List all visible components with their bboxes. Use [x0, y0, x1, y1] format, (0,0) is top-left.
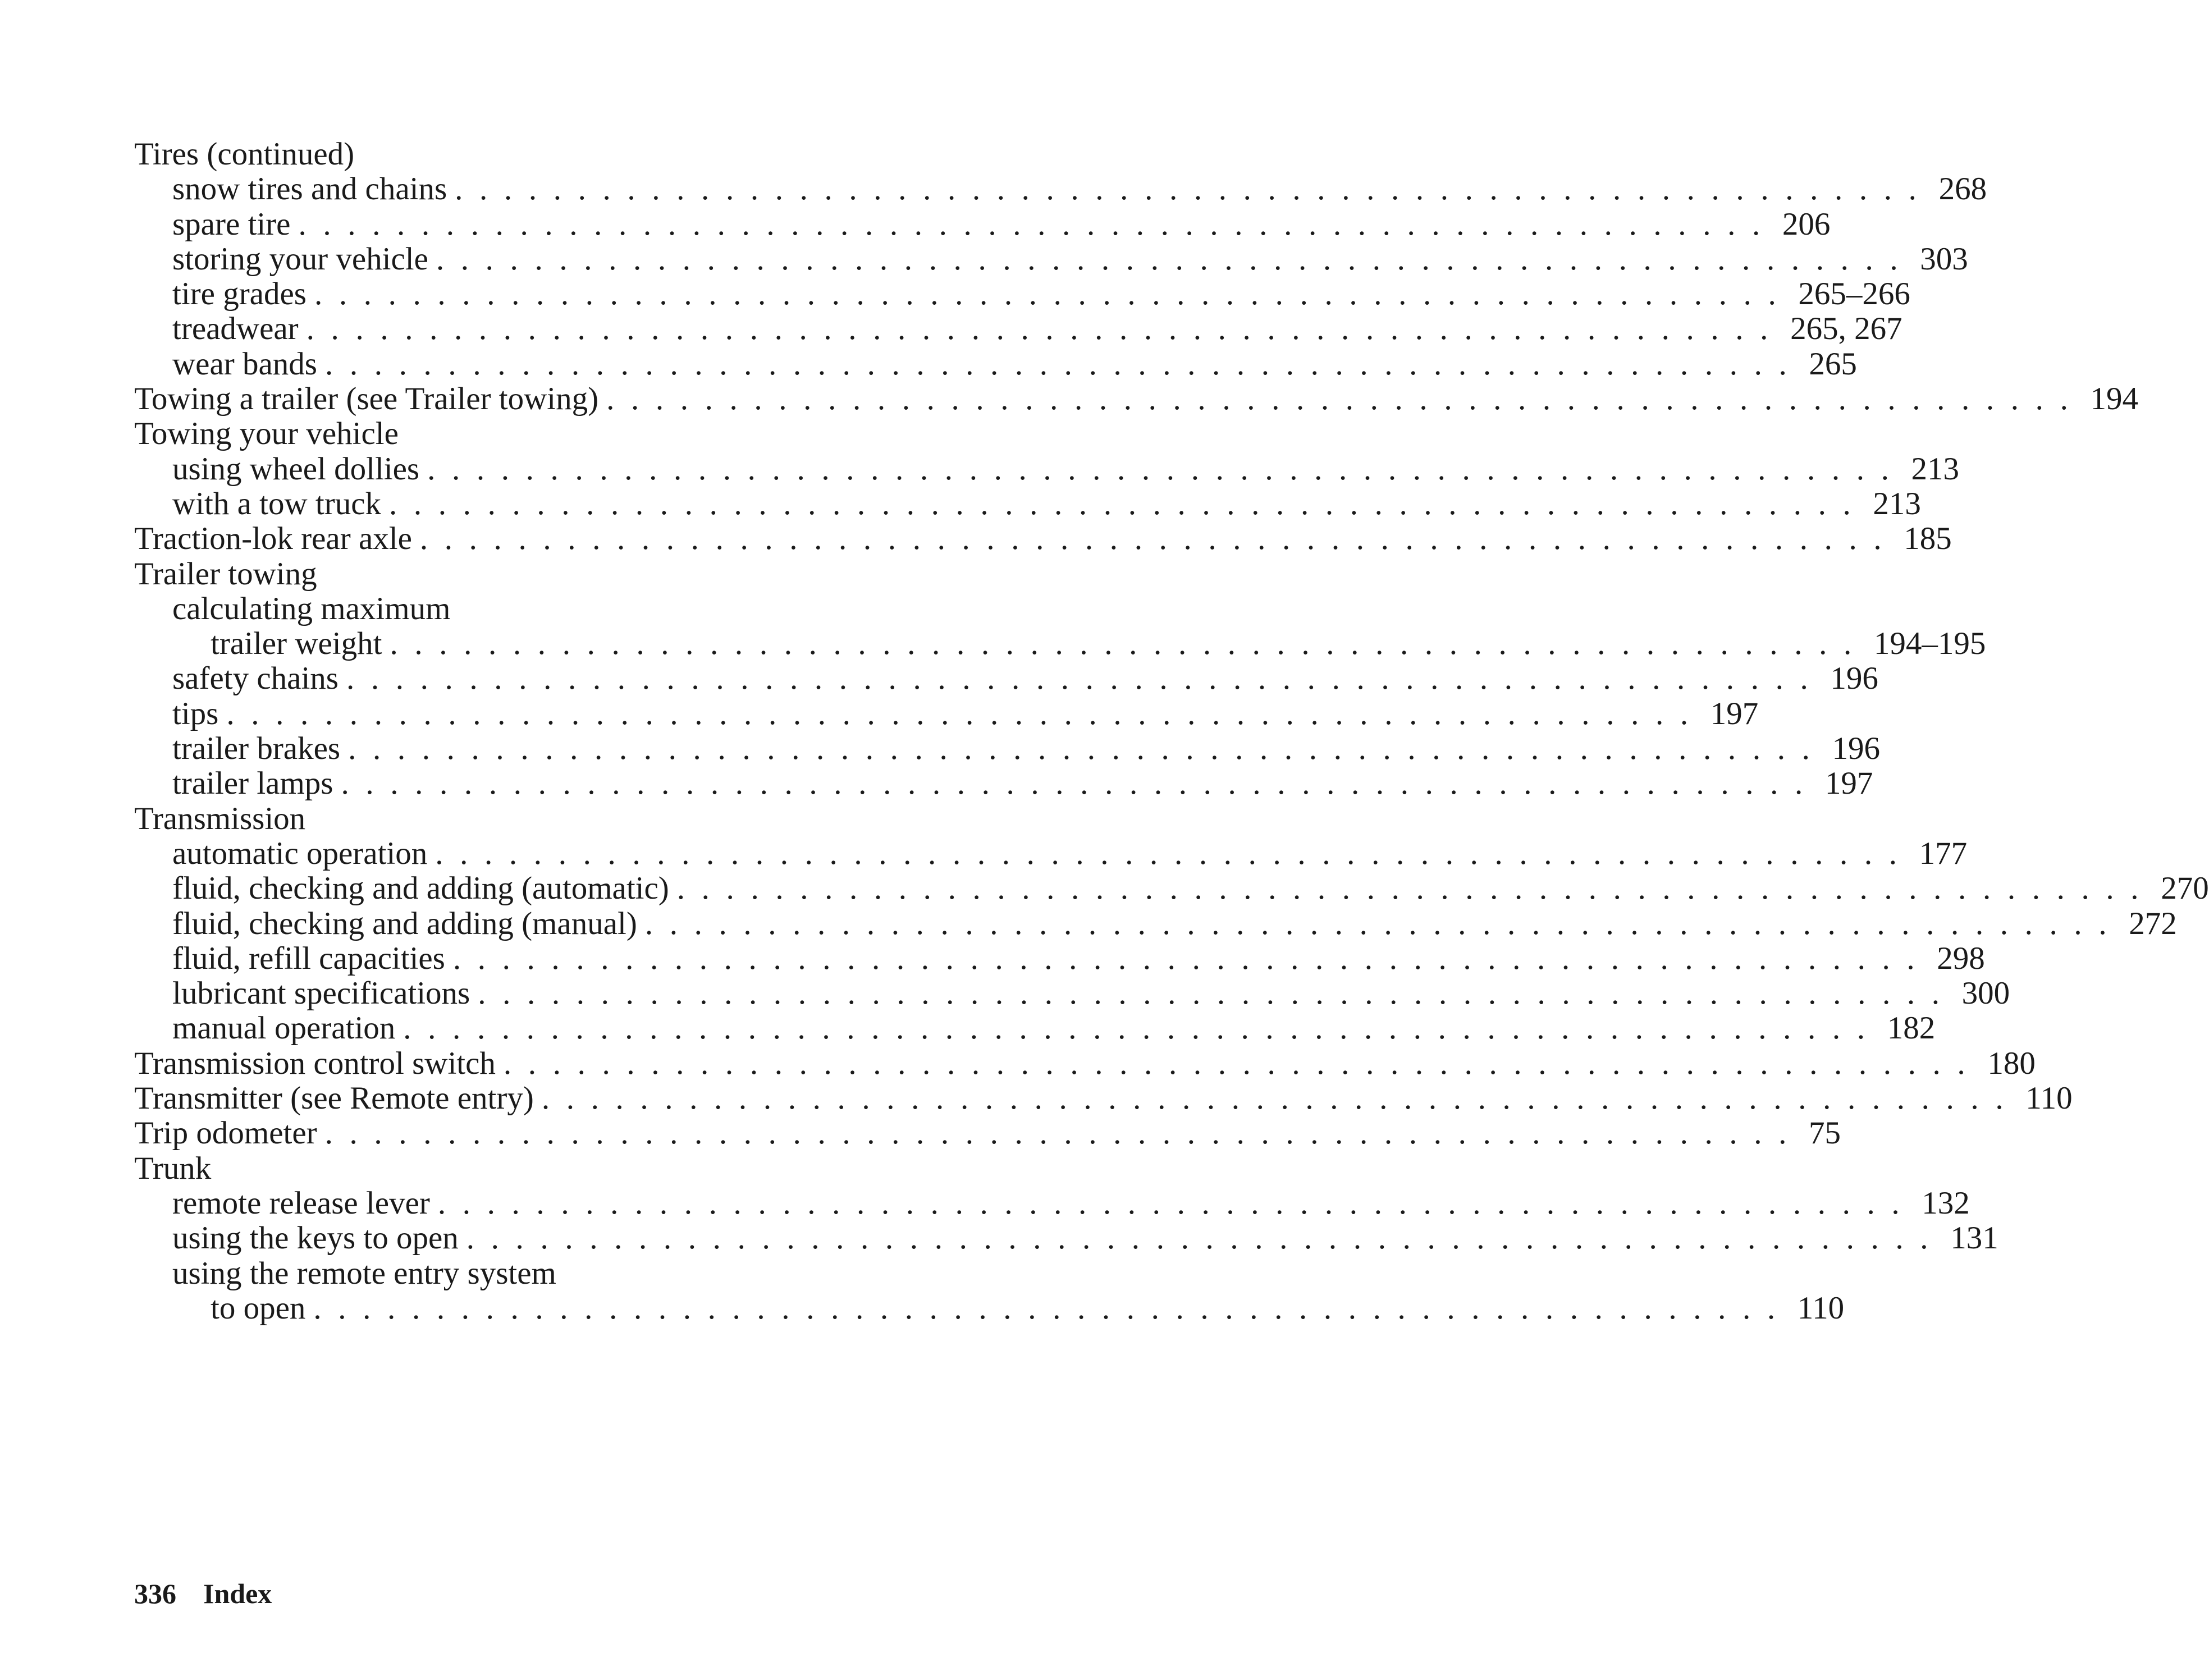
index-term: Towing your vehicle [134, 416, 399, 452]
index-term: trailer lamps [172, 766, 333, 802]
dot-leader: ............................................................ [298, 206, 1777, 242]
index-entry [134, 416, 856, 451]
index-page-ref: 206 [1782, 206, 1831, 242]
index-term: storing your vehicle [172, 241, 428, 277]
index-entry [134, 1151, 856, 1186]
index-term: to open [211, 1290, 306, 1326]
index-term: automatic operation [172, 835, 428, 871]
index-list [134, 136, 2209, 1326]
index-page-ref: 197 [1710, 695, 1759, 731]
index-entry [134, 1081, 2073, 1116]
dot-leader: ............................................................ [324, 346, 1804, 382]
dot-leader: ............................................................ [452, 940, 1932, 976]
index-entry [134, 311, 1902, 347]
dot-leader: ............................................................ [427, 451, 1906, 487]
index-page-ref: 110 [2025, 1081, 2073, 1116]
index-page-ref: 196 [1832, 731, 1880, 767]
index-entry [134, 905, 2177, 941]
index-term: Transmission [134, 800, 306, 836]
dot-leader: ............................................................ [314, 276, 1793, 312]
index-term: spare tire [172, 206, 291, 242]
index-page-ref: 300 [1961, 976, 2010, 1011]
index-entry [134, 241, 1968, 277]
index-term: wear bands [172, 346, 317, 382]
index-term: using wheel dollies [172, 451, 420, 487]
dot-leader: ............................................................ [324, 1115, 1804, 1151]
dot-leader: ............................................................ [306, 311, 1785, 347]
footer-page-number: 336 [134, 1578, 176, 1609]
index-term: with a tow truck [172, 486, 382, 521]
dot-leader: ............................................................ [466, 1220, 1945, 1256]
index-term: using the keys to open [172, 1220, 459, 1256]
index-entry [134, 835, 1968, 871]
index-page-ref: 213 [1911, 451, 1960, 487]
page-footer [134, 1577, 272, 1610]
index-entry [134, 557, 856, 592]
index-page-ref: 110 [1797, 1290, 1845, 1326]
index-entry [134, 695, 1759, 731]
index-term: trailer weight [211, 626, 382, 662]
index-term: safety chains [172, 661, 339, 697]
index-entry [134, 766, 1873, 802]
index-page-ref: 177 [1919, 835, 1968, 871]
index-entry [134, 521, 1952, 557]
index-term: fluid, checking and adding (manual) [172, 905, 637, 941]
dot-leader: ............................................................ [541, 1081, 2020, 1116]
dot-leader: ............................................................ [644, 905, 2124, 941]
dot-leader: ............................................................ [313, 1290, 1792, 1326]
dot-leader: ............................................................ [403, 1010, 1882, 1046]
index-page-ref: 272 [2129, 905, 2177, 941]
index-entry [134, 276, 1910, 312]
index-page-ref: 194 [2090, 381, 2138, 417]
index-term: lubricant specifications [172, 976, 470, 1011]
index-entry [134, 1115, 1841, 1151]
index-page-ref: 131 [1950, 1220, 1998, 1256]
index-page-ref: 213 [1873, 486, 1921, 521]
index-term: Trip odometer [134, 1115, 317, 1151]
index-page-ref: 194–195 [1873, 626, 1986, 662]
index-page-ref: 265 [1809, 346, 1857, 382]
index-term: Traction-lok rear axle [134, 521, 412, 557]
index-entry [134, 626, 1986, 662]
index-term: Towing a trailer (see Trailer towing) [134, 381, 599, 417]
index-entry [134, 206, 1831, 242]
index-entry [134, 1045, 2036, 1081]
index-term: using the remote entry system [172, 1255, 556, 1291]
index-page-ref: 132 [1922, 1185, 1970, 1221]
index-term: manual operation [172, 1010, 396, 1046]
index-term: Tires (continued) [134, 136, 355, 172]
dot-leader: ............................................................ [503, 1045, 1982, 1081]
dot-leader: ............................................................ [226, 695, 1705, 731]
index-page-ref: 196 [1830, 661, 1878, 697]
index-term: tire grades [172, 276, 307, 312]
index-term: trailer brakes [172, 731, 341, 767]
index-entry [134, 661, 1878, 697]
index-entry [134, 346, 1857, 382]
dot-leader: ............................................................ [341, 766, 1819, 802]
index-entry [134, 137, 856, 172]
dot-leader: ............................................................ [346, 661, 1825, 697]
dot-leader: ............................................................ [676, 871, 2156, 907]
index-entry [134, 486, 1921, 521]
index-entry [134, 731, 1880, 767]
index-term: fluid, refill capacities [172, 940, 445, 976]
index-entry [134, 976, 2010, 1011]
index-entry [134, 940, 1985, 976]
index-page-ref: 265, 267 [1790, 311, 1902, 347]
dot-leader: ............................................................ [455, 171, 1933, 207]
index-entry [134, 802, 856, 836]
index-page-ref: 303 [1920, 241, 1968, 277]
index-entry [134, 1010, 1936, 1046]
index-term: Transmission control switch [134, 1045, 496, 1081]
index-page-ref: 180 [1987, 1045, 2036, 1081]
index-page-ref: 75 [1809, 1115, 1841, 1151]
index-term: treadwear [172, 311, 299, 347]
dot-leader: ............................................................ [390, 626, 1868, 662]
index-term: Transmitter (see Remote entry) [134, 1081, 534, 1116]
index-entry [134, 1290, 1845, 1326]
index-page-ref: 182 [1887, 1010, 1936, 1046]
index-page-ref: 270 [2161, 871, 2209, 907]
footer-section-label: Index [203, 1578, 272, 1609]
dot-leader: ............................................................ [435, 835, 1914, 871]
dot-leader: ............................................................ [437, 1185, 1917, 1221]
index-term: fluid, checking and adding (automatic) [172, 871, 669, 907]
index-term: remote release lever [172, 1185, 430, 1221]
dot-leader: ............................................................ [436, 241, 1915, 277]
dot-leader: ............................................................ [478, 976, 1956, 1011]
index-term: tips [172, 695, 219, 731]
index-entry [134, 1256, 856, 1291]
index-entry [134, 592, 856, 626]
dot-leader: ............................................................ [606, 381, 2085, 417]
index-entry [134, 381, 2138, 417]
index-term: snow tires and chains [172, 171, 447, 207]
index-page-ref: 197 [1824, 766, 1873, 802]
index-entry [134, 1185, 1970, 1221]
index-entry [134, 171, 1987, 207]
index-page-ref: 185 [1904, 521, 1952, 557]
index-page-ref: 268 [1938, 171, 1987, 207]
dot-leader: ............................................................ [389, 486, 1868, 521]
index-term: Trunk [134, 1150, 212, 1186]
index-entry [134, 1220, 1998, 1256]
index-entry [134, 451, 1960, 487]
index-page-ref: 265–266 [1798, 276, 1910, 312]
index-term: Trailer towing [134, 556, 317, 592]
index-page-ref: 298 [1937, 940, 1985, 976]
dot-leader: ............................................................ [419, 521, 1899, 557]
index-entry [134, 871, 2209, 907]
index-term: calculating maximum [172, 590, 451, 626]
dot-leader: ............................................................ [348, 731, 1827, 767]
